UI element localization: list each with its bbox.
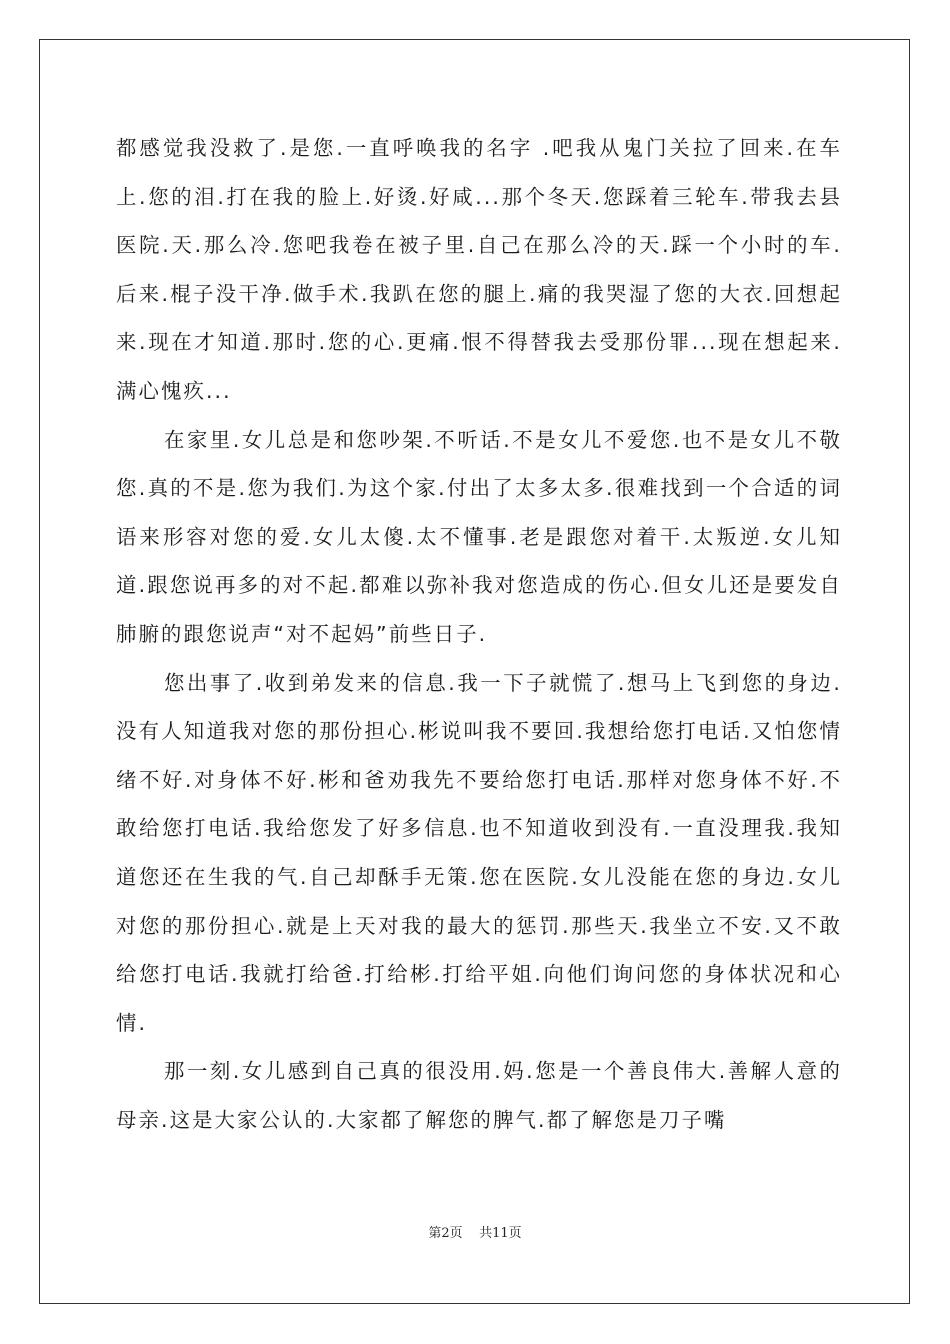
paragraph-4: 那一刻.女儿感到自己真的很没用.妈.您是一个善良伟大.善解人意的母亲.这是大家公认的.大家都了解您的脾气.都了解您是刀子嘴 [116, 1059, 842, 1132]
page-total: 共11页 [479, 1226, 522, 1241]
paragraph-1: 都感觉我没救了.是您.一直呼唤我的名字 .吧我从鬼门关拉了回来.在车上.您的泪.打在我的脸上.好烫.好咸...那个冬天.您踩着三轮车.带我去县医院.天.那么冷.您吧我卷在被子里.自己在那么冷的天.踩一个小时的车.后来.棍子没干净.做手术.我趴在您的腿上.痛的我哭湿了您的大衣.回想起来.现在才知道.那时.您的心.更痛.恨不得替我去受那份罪...现在想起来.满心愧疚... [116, 136, 842, 403]
document-body [116, 124, 842, 1144]
page-number: 第2页 [428, 1226, 463, 1241]
paragraph-2: 在家里.女儿总是和您吵架.不听话.不是女儿不爱您.也不是女儿不敬您.真的不是.您为我们.为这个家.付出了太多太多.很难找到一个合适的词语来形容对您的爱.女儿太傻.太不懂事.老是跟您对着干.太叛逆.女儿知道.跟您说再多的对不起.都难以弥补我对您造成的伤心.但女儿还是要发自肺腑的跟您说声“对不起妈”前些日子. [116, 427, 842, 646]
page-footer [0, 1222, 950, 1241]
paragraph-3: 您出事了.收到弟发来的信息.我一下子就慌了.想马上飞到您的身边.没有人知道我对您的那份担心.彬说叫我不要回.我想给您打电话.又怕您情绪不好.对身体不好.彬和爸劝我先不要给您打电话.那样对您身体不好.不敢给您打电话.我给您发了好多信息.也不知道收到没有.一直没理我.我知道您还在生我的气.自己却酥手无策.您在医院.女儿没能在您的身边.女儿对您的那份担心.就是上天对我的最大的惩罚.那些天.我坐立不安.又不敢给您打电话.我就打给爸.打给彬.打给平姐.向他们询问您的身体状况和心情. [116, 670, 842, 1035]
